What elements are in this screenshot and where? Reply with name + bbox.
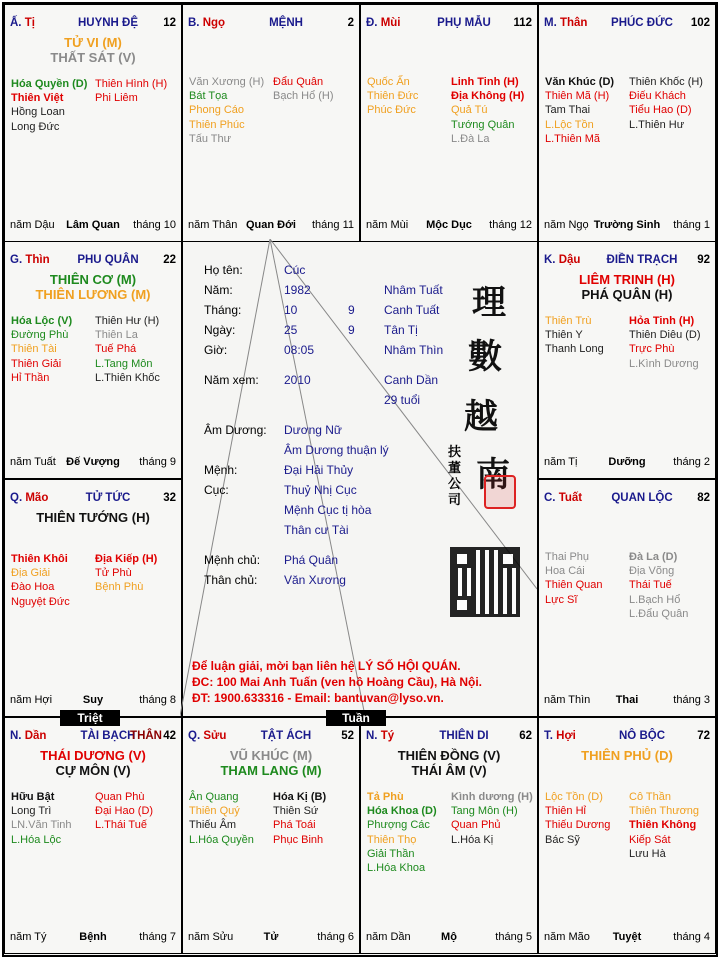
palace-year: năm Mão: [544, 931, 590, 943]
minor-star: Lưu Hà: [629, 847, 666, 860]
palace-number: 82: [697, 492, 710, 504]
minor-star: Tấu Thư: [189, 132, 232, 145]
palace-number: 62: [519, 730, 532, 742]
minor-star: Ân Quang: [189, 791, 239, 803]
minor-star: Đà La (D): [629, 551, 678, 563]
palace-number: 42: [163, 730, 176, 742]
palace-number: 2: [347, 17, 354, 29]
minor-star: Quan Phủ: [451, 819, 501, 832]
minor-star: Thiên Trù: [545, 315, 592, 327]
palace-can: N. Tý: [366, 730, 395, 742]
palace-chi: Dậu: [558, 254, 581, 266]
small-seal-text: 扶董公司: [448, 445, 462, 508]
palace-chi: Tị: [24, 17, 35, 29]
nam-xem-label: Năm xem:: [204, 373, 259, 387]
minor-star: Thiếu Âm: [189, 819, 237, 832]
palace-footer: [544, 219, 710, 233]
palace-month: tháng 1: [673, 219, 710, 231]
minor-star: Long Đức: [11, 120, 60, 133]
main-stars: [539, 748, 715, 763]
gio-can-chi: Nhâm Thìn: [384, 343, 444, 357]
minor-star: Phá Toái: [273, 819, 316, 832]
palace-name: TÀI BẠCH: [80, 730, 136, 742]
minor-star: Tử Phù: [95, 567, 132, 580]
palace-number: 32: [163, 492, 176, 504]
palace-can: Q. Sửu: [188, 730, 227, 742]
minor-star: Phượng Các: [367, 819, 430, 832]
minor-star: L.Kình Dương: [629, 357, 699, 370]
minor-star: L.Thiên Hư: [629, 118, 685, 131]
minor-star: Thiên Hình (H): [95, 78, 168, 90]
minor-star: Thiên Thương: [629, 805, 700, 818]
center-info-panel: [180, 239, 537, 716]
minor-star: L.Hóa Khoa: [367, 862, 426, 875]
tuan-badge: Tuần: [326, 710, 386, 726]
menh-label: Mệnh:: [204, 463, 238, 477]
palace-header: [10, 730, 176, 744]
minor-star: Hóa Lộc (V): [11, 315, 73, 327]
minor-star: Điếu Khách: [629, 90, 686, 103]
palace-cell: [4, 4, 182, 242]
palace-number: 72: [697, 730, 710, 742]
minor-star: Đào Hoa: [11, 581, 55, 594]
main-star: PHÁ QUÂN (H): [581, 287, 673, 302]
palace-header: [10, 17, 176, 31]
minor-star: Thanh Long: [545, 343, 604, 356]
minor-star: Lộc Tồn (D): [545, 791, 603, 803]
palace-can: T. Hợi: [544, 730, 576, 742]
ngay-can-chi: Tân Tị: [384, 323, 418, 337]
thang-value: 10: [284, 303, 298, 317]
palace-header: [366, 730, 532, 744]
palace-can: Ấ. Tị: [10, 17, 35, 29]
minor-star: Thiên Quan: [545, 579, 603, 592]
palace-year: năm Thìn: [544, 694, 591, 706]
palace-footer: [544, 694, 710, 708]
main-star: VŨ KHÚC (M): [229, 748, 313, 763]
palace-footer: [188, 219, 354, 233]
palace-footer: [544, 931, 710, 945]
minor-star: Hoa Cái: [545, 565, 585, 578]
palace-chi: Thìn: [25, 254, 50, 266]
minor-star: Văn Xương (H): [189, 76, 265, 88]
minor-star: Thiên Quý: [189, 805, 240, 818]
minor-star: Linh Tinh (H): [451, 76, 519, 88]
palace-phase: Lâm Quan: [66, 219, 120, 231]
palace-phase: Tử: [263, 931, 279, 943]
palace-cell: [538, 4, 716, 242]
cuc-value: Thuỷ Nhị Cục: [284, 483, 357, 497]
minor-star: Đại Hao (D): [95, 805, 154, 818]
minor-star: Hỏa Tinh (H): [629, 315, 695, 327]
main-star: LIÊM TRINH (H): [578, 272, 676, 287]
minor-star: Hỉ Thần: [11, 371, 50, 384]
palace-phase: Suy: [82, 694, 104, 706]
minor-star: L.Hóa Quyền: [189, 833, 254, 846]
ngay-am: 9: [348, 323, 355, 337]
minor-star: Thái Tuế: [629, 579, 672, 592]
palace-can: N. Dần: [10, 730, 47, 742]
minor-star: Thiếu Dương: [545, 819, 611, 832]
main-star: THAM LANG (M): [220, 763, 322, 778]
main-stars: [5, 35, 181, 65]
main-stars: [5, 272, 181, 302]
palace-name: PHÚC ĐỨC: [611, 17, 673, 29]
palace-header: [10, 254, 176, 268]
minor-star: Tam Thai: [545, 104, 591, 117]
palace-phase: Quan Đới: [246, 219, 296, 231]
minor-star: Thiên Hỉ: [545, 805, 586, 818]
palace-can: G. Thìn: [10, 254, 50, 266]
palace-chi: Mùi: [380, 17, 401, 29]
minor-star: Quan Phù: [95, 791, 145, 803]
minor-star: Tuế Phá: [95, 343, 137, 356]
palace-footer: [544, 456, 710, 470]
palace-phase: Thai: [615, 694, 639, 706]
minor-star: L.Thái Tuế: [95, 819, 147, 832]
palace-name: ĐIỀN TRẠCH: [606, 254, 678, 266]
calligraphy-char-3: 越: [464, 397, 498, 437]
palace-name: PHỤ MẪU: [437, 17, 491, 29]
palace-year: năm Ngọ: [544, 219, 589, 231]
palace-cell: [4, 479, 182, 717]
palace-name: THIÊN DI: [439, 730, 489, 742]
am-duong-note: Âm Dương thuận lý: [284, 443, 389, 457]
gio-label: Giờ:: [204, 343, 228, 357]
minor-star: Thiên Khôi: [11, 553, 68, 565]
minor-star: Thiên La: [95, 329, 138, 342]
menh-chu-value: Phá Quân: [284, 553, 339, 567]
palace-header: [544, 254, 710, 268]
minor-star: Thiên Khốc (H): [629, 76, 703, 88]
minor-star: Thiên Phúc: [189, 118, 245, 131]
minor-star: Bệnh Phù: [95, 581, 144, 594]
palace-year: năm Dậu: [10, 219, 55, 231]
palace-chi: Dần: [24, 730, 47, 742]
minor-star: Nguyệt Đức: [11, 595, 70, 608]
palace-footer: [188, 931, 354, 945]
calligraphy-char-4: 南: [476, 455, 510, 495]
palace-can: K. Dậu: [544, 254, 581, 266]
palace-year: năm Dần: [366, 931, 411, 943]
palace-cell: [538, 479, 716, 717]
palace-can: M. Thân: [544, 17, 588, 29]
minor-star: Địa Võng: [629, 565, 675, 578]
main-star: THIÊN PHỦ (D): [581, 748, 673, 763]
minor-star: LN.Văn Tinh: [11, 819, 72, 832]
minor-star: Thiên Y: [545, 329, 583, 342]
cuc-note-1: Mệnh Cục tị hòa: [284, 503, 372, 517]
minor-star: Trực Phù: [629, 343, 675, 356]
palace-phase: Mộc Dục: [426, 219, 472, 231]
main-star: THẤT SÁT (V): [50, 50, 136, 65]
palace-cell: [360, 717, 538, 954]
ngay-label: Ngày:: [204, 323, 236, 337]
menh-chu-label: Mệnh chủ:: [204, 553, 261, 567]
thang-am: 9: [348, 303, 355, 317]
palace-month: tháng 10: [133, 219, 176, 231]
palace-header: [366, 17, 532, 31]
palace-header: [544, 492, 710, 506]
minor-star: L.Lộc Tồn: [545, 118, 594, 131]
minor-star: Phục Binh: [273, 833, 324, 846]
minor-star: Thiên Giải: [11, 357, 62, 370]
minor-star: Thiên Không: [629, 819, 697, 832]
palace-chi: Sửu: [203, 730, 227, 742]
palace-month: tháng 4: [673, 931, 710, 943]
main-stars: [539, 272, 715, 302]
main-stars: [5, 510, 181, 525]
minor-star: Thiên Hư (H): [95, 315, 160, 327]
palace-chi: Mão: [25, 492, 49, 504]
thang-label: Tháng:: [204, 303, 242, 317]
minor-star: Địa Giải: [11, 567, 51, 580]
minor-star: Bác Sỹ: [545, 833, 580, 846]
calligraphy-char-2: 數: [468, 337, 502, 377]
minor-star: Tả Phù: [367, 791, 404, 803]
minor-star: Kình dương (H): [451, 791, 533, 803]
palace-month: tháng 2: [673, 456, 710, 468]
minor-star: Địa Không (H): [451, 90, 525, 103]
triet-badge: Triệt: [60, 710, 120, 726]
nam-label: Năm:: [204, 283, 233, 297]
nam-value: 1982: [284, 283, 311, 297]
minor-star: Thiên Đức: [367, 90, 419, 103]
nam-xem-value: 2010: [284, 373, 311, 387]
palace-chi: Hợi: [556, 730, 576, 742]
than-chu-label: Thân chủ:: [204, 573, 258, 587]
am-duong-label: Âm Dương:: [204, 423, 267, 437]
minor-star: Long Trì: [11, 805, 52, 818]
ho-ten-label: Họ tên:: [204, 263, 243, 277]
minor-star: Hóa Quyền (D): [11, 78, 88, 90]
minor-star: L.Đà La: [451, 132, 490, 145]
minor-star: Đẩu Quân: [273, 76, 324, 88]
minor-star: L.Hóa Kị: [451, 833, 494, 846]
minor-star: L.Tang Môn: [95, 357, 153, 370]
minor-star: Thiên Sứ: [273, 805, 319, 818]
palace-year: năm Tý: [10, 931, 47, 943]
palace-can: Đ. Mùi: [366, 17, 401, 29]
palace-chi: Tý: [380, 730, 395, 742]
palace-footer: [10, 931, 176, 945]
minor-star: Thiên Việt: [11, 92, 64, 105]
palace-can: B. Ngọ: [188, 17, 226, 29]
palace-header: [10, 492, 176, 506]
cuc-note-2: Thân cư Tài: [284, 523, 349, 537]
minor-star: Phi Liêm: [95, 92, 138, 105]
contact-line-2: ĐC: 100 Mai Anh Tuấn (ven hồ Hoàng Cầu), Hà Nội.: [192, 675, 483, 689]
minor-star: Phong Cáo: [189, 104, 245, 117]
palace-cell: [360, 4, 538, 242]
palace-phase: Đế Vượng: [66, 456, 120, 468]
minor-star: Phúc Đức: [367, 104, 416, 117]
palace-phase: Mộ: [441, 931, 457, 943]
minor-star: Bạch Hổ (H): [273, 90, 334, 103]
palace-cell: [538, 717, 716, 954]
minor-star: Tướng Quân: [451, 118, 515, 131]
cuc-label: Cục:: [204, 483, 229, 497]
palace-month: tháng 8: [139, 694, 176, 706]
palace-month: tháng 9: [139, 456, 176, 468]
palace-number: 12: [163, 17, 176, 29]
palace-month: tháng 6: [317, 931, 354, 943]
palace-chi: Thân: [559, 17, 588, 29]
menh-value: Đại Hải Thủy: [284, 463, 354, 477]
palace-can: Q. Mão: [10, 492, 49, 504]
minor-star: Địa Kiếp (H): [95, 553, 158, 565]
palace-name: NÔ BỘC: [619, 730, 665, 742]
main-star: THÁI DƯƠNG (V): [40, 748, 146, 763]
ngay-value: 25: [284, 323, 298, 337]
main-stars: [5, 748, 181, 778]
minor-star: Quả Tú: [451, 104, 488, 117]
palace-cell: [182, 4, 360, 242]
contact-line-3: ĐT: 1900.633316 - Email: bantuvan@lyso.vn.: [192, 691, 444, 705]
main-star: CỰ MÔN (V): [55, 763, 131, 778]
minor-star: Bát Tọa: [189, 90, 228, 103]
palace-footer: [10, 456, 176, 470]
palace-year: năm Mùi: [366, 219, 409, 231]
red-seal-stamp: [484, 475, 516, 509]
calligraphy-char-1: 理: [472, 283, 506, 323]
main-stars: [183, 748, 359, 778]
nam-xem-can-chi: Canh Dần: [384, 373, 439, 387]
minor-star: Quốc Ấn: [367, 76, 410, 88]
minor-star: Kiếp Sát: [629, 833, 671, 846]
minor-star: Thai Phụ: [545, 551, 590, 563]
minor-star: Thiên Thọ: [367, 833, 417, 846]
main-star: THIÊN TƯỚNG (H): [36, 510, 150, 525]
palace-number: 102: [690, 17, 710, 29]
palace-can: C. Tuất: [544, 492, 583, 504]
main-star: THIÊN CƠ (M): [49, 272, 137, 287]
palace-month: tháng 12: [489, 219, 532, 231]
palace-year: năm Thân: [188, 219, 238, 231]
minor-star: Văn Khúc (D): [545, 76, 615, 88]
palace-month: tháng 3: [673, 694, 710, 706]
palace-year: năm Tuất: [10, 456, 56, 468]
tuoi-value: 29 tuổi: [384, 393, 421, 407]
palace-number: 22: [163, 254, 176, 266]
minor-star: L.Thiên Khốc: [95, 371, 160, 384]
minor-star: Thiên Mã (H): [545, 90, 610, 103]
palace-year: năm Hợi: [10, 694, 53, 706]
minor-star: L.Thiên Mã: [545, 132, 601, 145]
minor-star: L.Hóa Lộc: [11, 833, 62, 846]
main-stars: [361, 748, 537, 778]
minor-star: Hồng Loan: [11, 106, 65, 119]
palace-cell: [182, 717, 360, 954]
palace-month: tháng 5: [495, 931, 532, 943]
minor-star: Hóa Khoa (D): [367, 805, 437, 818]
main-star: THIÊN ĐỒNG (V): [397, 748, 501, 763]
minor-star: Hóa Kị (B): [273, 791, 327, 803]
minor-star: Đường Phù: [11, 329, 69, 342]
minor-star: Cô Thần: [629, 791, 671, 803]
palace-number: 52: [341, 730, 354, 742]
minor-star: L.Đẩu Quân: [629, 607, 689, 620]
minor-star: L.Bạch Hổ: [629, 593, 681, 606]
palace-cell: [4, 717, 182, 954]
palace-name: PHU QUÂN: [77, 254, 139, 266]
palace-cell: [4, 241, 182, 479]
palace-footer: [10, 219, 176, 233]
palace-chi: Ngọ: [202, 17, 226, 29]
main-star: TỬ VI (M): [64, 35, 122, 50]
palace-name: HUYNH ĐỆ: [77, 17, 139, 29]
palace-year: năm Tị: [544, 456, 578, 468]
minor-star: Thiên Tài: [11, 343, 57, 356]
than-marker: THÂN: [130, 730, 162, 742]
palace-header: [544, 730, 710, 744]
minor-star: Lực Sĩ: [545, 593, 578, 606]
palace-header: [188, 17, 354, 31]
nam-can-chi: Nhâm Tuất: [384, 283, 443, 297]
palace-year: năm Sửu: [188, 931, 234, 943]
palace-number: 112: [513, 17, 532, 29]
contact-line-1: Để luận giải, mời bạn liên hệ LÝ SỐ HỘI QUÁN.: [192, 659, 461, 673]
minor-star: Thiên Diêu (D): [629, 329, 701, 342]
main-star: THÁI ÂM (V): [411, 763, 487, 778]
gio-value: 08:05: [284, 343, 315, 357]
minor-star: Hữu Bật: [11, 791, 55, 803]
palace-number: 92: [697, 254, 710, 266]
palace-name: TẬT ÁCH: [260, 730, 312, 742]
palace-month: tháng 7: [139, 931, 176, 943]
palace-footer: [10, 694, 176, 708]
palace-cell: [538, 241, 716, 479]
thang-can-chi: Canh Tuất: [384, 303, 440, 317]
qr-code: [450, 547, 520, 617]
palace-month: tháng 11: [311, 219, 354, 231]
palace-phase: Dưỡng: [608, 456, 646, 468]
am-duong-value: Dương Nữ: [284, 423, 342, 437]
than-chu-value: Văn Xương: [284, 573, 346, 587]
minor-star: Tiểu Hao (D): [629, 104, 692, 117]
palace-header: [188, 730, 354, 744]
palace-phase: Tuyệt: [612, 931, 642, 943]
main-star: THIÊN LƯƠNG (M): [35, 287, 151, 302]
palace-name: TỬ TỨC: [85, 492, 131, 504]
palace-footer: [366, 931, 532, 945]
palace-name: MỆNH: [269, 17, 303, 29]
ho-ten-value: Cúc: [284, 263, 306, 277]
palace-footer: [366, 219, 532, 233]
palace-phase: Bệnh: [79, 931, 107, 943]
minor-star: Tang Môn (H): [451, 805, 518, 818]
minor-star: Giải Thần: [367, 847, 415, 860]
palace-phase: Trường Sinh: [593, 219, 661, 231]
palace-header: [544, 17, 710, 31]
palace-name: QUAN LỘC: [611, 492, 673, 504]
palace-chi: Tuất: [558, 492, 583, 504]
